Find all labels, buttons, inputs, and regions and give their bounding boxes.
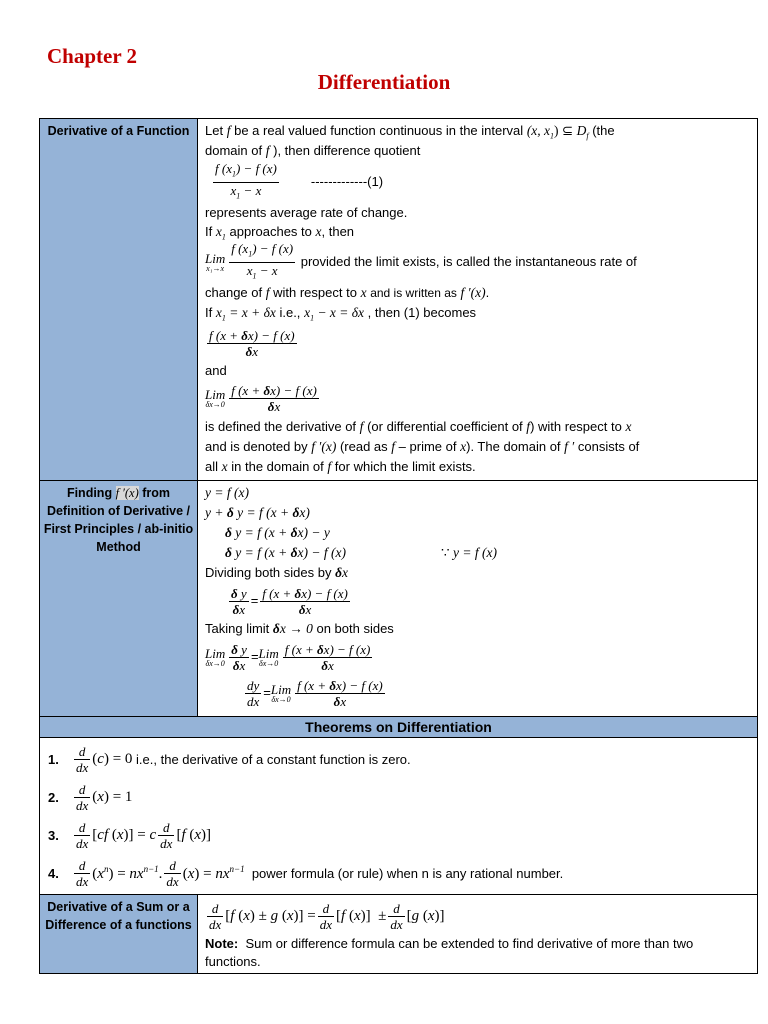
- first-principles-row: Finding f ′(x) from Definition of Derivative / First Principles / ab-initio Method y = f (x) y + δ y = f (x + δx) δ y = f (x + δx) − y δ y = f (x + δx) − f (x) ∵ y = f (x) Dividing both sides by δx $\frac{\text{δ y}}{\delta x}$ = $\frac{f (x + \delta x) - f (x)}{\delta x}$ Taking limit δx → 0 on both sides Lim δx→0 $\frac{\text{δ y}}{\delta x}$ =Lim δx→0 $\frac{f (x + \delta x) - f (x)}{\delta x}$ $\frac{dy}{dx}$ =Lim δx→0 $\frac{f (x + \delta x) - f (x)}{\delta x}$: [40, 481, 758, 717]
- difference-quotient: $\frac{f (x_1) - f (x)}{x_1 - x}$: [215, 161, 277, 201]
- chapter-heading: Chapter 2: [47, 44, 138, 68]
- theorems-list: [40, 738, 758, 895]
- first-principles-content: y = f (x) y + δ y = f (x + δx) δ y = f (x + δx) − y δ y = f (x + δx) − f (x) ∵ y = f (x) Dividing both sides by δx $\frac{\text{δ y}}{\delta x}$ = $\frac{f (x + \delta x) - f (x)}{\delta x}$ Taking limit δx → 0 on both sides Lim δx→0 $\frac{\text{δ y}}{\delta x}$ =Lim δx→0 $\frac{f (x + \delta x) - f (x)}{\delta x}$ $\frac{dy}{dx}$ =Lim δx→0 $\frac{f (x + \delta x) - f (x)}{\delta x}$: [198, 481, 758, 717]
- derivative-label: Derivative of a Function: [47, 124, 190, 138]
- sum-difference-row: [40, 895, 758, 974]
- page-title: Differentiation: [317, 70, 451, 94]
- theorems-title: Theorems on Differentiation: [305, 719, 492, 735]
- theorem-item: 2. $\frac{d}{dx}$ (x) = 1: [48, 781, 133, 813]
- theorem-item: 4. $\frac{d}{dx}$ $(x^n) = nx^{n-1}$. $\frac{d}{dx}$ $(x) = nx^{n-1}$ power formula (or rule) when n is any rational number.: [48, 857, 564, 889]
- theorems-row: [40, 738, 758, 895]
- theorem-item: 3. $\frac{d}{dx}$ [cf (x)] = c $\frac{d}{dx}$ [f (x)]: [48, 819, 212, 851]
- derivative-definition-content: Let f be a real valued function continuous in the interval (x, $x_1$) ⊆ $D_f$ (the domain of f ), then difference quotient $\frac{f (x_1) - f (x)}{x_1 - x}$ -------------(1) represents average rate of change. If $x_1$ approaches to x, then Lim x₁→x $\frac{f (x_1) - f (x)}{x_1 - x}$ provided the limit exists, is called the instantaneous rate of change of f with respect to x and is written as f ′(x). If $x_1 = x + \delta x$ i.e., $x_1 - x = \delta x$ , then (1) becomes $\frac{f (x + \delta x) - f (x)}{\delta x}$ and Lim δx→0 $\frac{f (x + \delta x) - f (x)}{\delta x}$ is defined the derivative of f (or differential coefficient of f) with respect to x and is denoted by f ′(x) (read as f – prime of x). The domain of f ′ consists of all x in the domain of f for which the limit exists.: [198, 119, 758, 481]
- theorem-item: 1. $\frac{d}{dx}$ (c) = 0 i.e., the derivative of a constant function is zero.: [48, 743, 411, 775]
- theorems-header-row: [40, 717, 758, 738]
- content-table: [39, 118, 758, 974]
- note-label: Note:: [205, 936, 239, 951]
- sum-difference-content: $\frac{d}{dx}$ [f (x) ± g (x)] = $\frac{d}{dx}$ [f (x)] ± $\frac{d}{dx}$ [g (x)] Note: Sum or difference formula can be extended to find derivative of more than two functions.: [198, 895, 758, 974]
- sum-difference-label: Derivative of a Sum or a Difference of a functions: [45, 900, 192, 932]
- first-principles-label: from Definition of Derivative / First Principles / ab-initio Method: [43, 486, 194, 554]
- first-principles-label-pre: Finding: [66, 486, 113, 500]
- derivative-definition-row: [40, 119, 758, 481]
- note-text: Sum or difference formula can be extended to find derivative of more than two functions.: [205, 936, 694, 969]
